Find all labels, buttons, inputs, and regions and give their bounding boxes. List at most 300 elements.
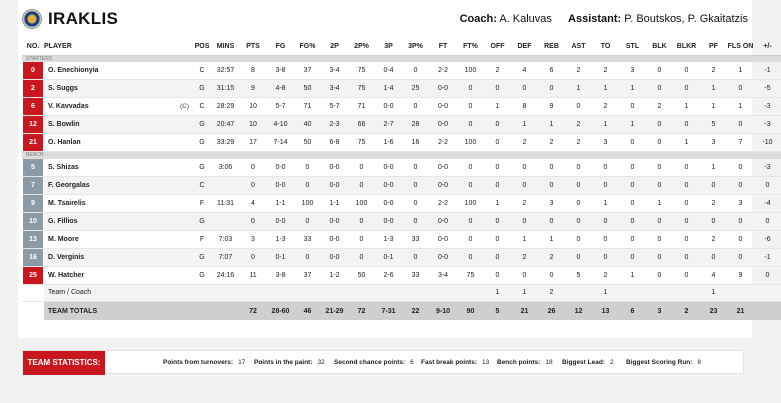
player-name-link[interactable]: M. Tsairelis xyxy=(44,194,162,212)
stat-flson: 0 xyxy=(727,212,754,230)
stat-def: 2 xyxy=(511,134,538,152)
stat-pos: C xyxy=(192,62,212,80)
stat-p3: 0-0 xyxy=(375,194,402,212)
stat-blk: 0 xyxy=(646,134,673,152)
team-coach-label: Team / Coach xyxy=(44,284,162,302)
coach-info xyxy=(460,13,748,25)
team-stat-item xyxy=(626,351,701,375)
team-stat-to: 1 xyxy=(592,284,619,302)
player-name-link[interactable]: G. Fillios xyxy=(44,212,162,230)
stat-fg: 7-14 xyxy=(267,134,294,152)
team-stat-value: 32 xyxy=(317,359,325,366)
player-row[interactable] xyxy=(22,98,781,116)
stat-flson: 3 xyxy=(727,194,754,212)
stat-stl: 0 xyxy=(619,159,646,177)
stat-pf: 0 xyxy=(700,248,727,266)
stat-ft: 3-4 xyxy=(429,266,457,284)
stat-pos: C xyxy=(192,98,212,116)
col-header-pm[interactable]: +/- xyxy=(754,39,781,55)
stat-ast: 0 xyxy=(565,248,592,266)
stat-pos: G xyxy=(192,248,212,266)
stat-pos: G xyxy=(192,266,212,284)
captain-marker xyxy=(162,176,192,194)
stat-blk: 0 xyxy=(646,116,673,134)
player-row[interactable] xyxy=(22,248,781,266)
stat-reb: 0 xyxy=(538,212,565,230)
team-stat-label: Biggest Scoring Run: xyxy=(626,359,693,366)
stat-pf: 2 xyxy=(700,62,727,80)
col-header-p3p[interactable]: 3P% xyxy=(402,39,429,55)
col-header-blkr[interactable]: BLKR xyxy=(673,39,700,55)
captain-marker xyxy=(162,266,192,284)
team-statistics-bar xyxy=(22,350,744,374)
stat-p2p: 100 xyxy=(348,194,375,212)
bench-section-label: BENCH xyxy=(22,152,781,159)
stat-fgp: 37 xyxy=(294,266,321,284)
stat-p3p: 0 xyxy=(402,248,429,266)
stat-blkr: 0 xyxy=(673,116,700,134)
stat-flson: 0 xyxy=(727,80,754,98)
stat-ftp: 0 xyxy=(457,116,484,134)
player-row[interactable] xyxy=(22,212,781,230)
stat-p2p: 0 xyxy=(348,230,375,248)
stat-def: 4 xyxy=(511,62,538,80)
stat-blkr: 1 xyxy=(673,98,700,116)
stat-to: 3 xyxy=(592,134,619,152)
jersey-number: 13 xyxy=(23,231,43,248)
stat-pm: 0 xyxy=(754,266,781,284)
col-header-ast[interactable]: AST xyxy=(565,39,592,55)
team-stat-value: 17 xyxy=(238,359,246,366)
stat-p3p: 0 xyxy=(402,194,429,212)
stat-p2: 3-4 xyxy=(321,62,348,80)
stat-pm: -1 xyxy=(754,62,781,80)
col-header-def[interactable]: DEF xyxy=(511,39,538,55)
player-name-link[interactable]: D. Verginis xyxy=(44,248,162,266)
stat-ftp: 0 xyxy=(457,98,484,116)
col-header-mins[interactable]: MINS xyxy=(212,39,239,55)
stat-ftp: 0 xyxy=(457,248,484,266)
stat-p3p: 16 xyxy=(402,134,429,152)
stat-p2: 0-0 xyxy=(321,176,348,194)
stat-mins xyxy=(212,212,239,230)
col-header-pf[interactable]: PF xyxy=(700,39,727,55)
stat-to: 0 xyxy=(592,159,619,177)
captain-marker xyxy=(162,62,192,80)
team-stat-item xyxy=(562,351,614,375)
player-row[interactable] xyxy=(22,80,781,98)
team-stat-value: 8 xyxy=(697,359,702,366)
total-p2: 21-29 xyxy=(321,302,348,320)
stat-def: 0 xyxy=(511,266,538,284)
stat-p2: 2-3 xyxy=(321,116,348,134)
total-ftp: 90 xyxy=(457,302,484,320)
col-header-fg[interactable]: FG xyxy=(267,39,294,55)
jersey-number: 0 xyxy=(23,62,43,79)
stat-p2p: 75 xyxy=(348,134,375,152)
stat-fgp: 33 xyxy=(294,230,321,248)
col-header-player[interactable]: PLAYER xyxy=(44,39,162,55)
stat-pf: 1 xyxy=(700,98,727,116)
captain-marker: (C) xyxy=(162,98,192,116)
stat-reb: 0 xyxy=(538,266,565,284)
stat-fgp: 71 xyxy=(294,98,321,116)
stat-off: 0 xyxy=(484,266,511,284)
total-fgp: 46 xyxy=(294,302,321,320)
stat-pm: -5 xyxy=(754,80,781,98)
col-header-pts[interactable]: PTS xyxy=(239,39,267,55)
player-name-link[interactable]: S. Shizas xyxy=(44,159,162,177)
stat-p3: 0-4 xyxy=(375,62,402,80)
stat-mins: 28:29 xyxy=(212,98,239,116)
stat-pf: 1 xyxy=(700,80,727,98)
stat-ftp: 100 xyxy=(457,134,484,152)
stat-mins: 32:57 xyxy=(212,62,239,80)
stat-fgp: 100 xyxy=(294,194,321,212)
total-def: 21 xyxy=(511,302,538,320)
jersey-number-cell xyxy=(22,230,44,248)
empty-number-cell xyxy=(22,302,44,320)
player-name-link[interactable]: O. Hanlan xyxy=(44,134,162,152)
stat-p3p: 0 xyxy=(402,212,429,230)
stat-fg: 4-10 xyxy=(267,116,294,134)
stat-ft: 0-0 xyxy=(429,98,457,116)
col-header-p2p[interactable]: 2P% xyxy=(348,39,375,55)
col-header-to[interactable]: TO xyxy=(592,39,619,55)
stat-blkr: 0 xyxy=(673,194,700,212)
stat-def: 1 xyxy=(511,116,538,134)
team-totals-row xyxy=(22,302,781,320)
stat-fgp: 0 xyxy=(294,159,321,177)
stat-p2p: 66 xyxy=(348,116,375,134)
col-header-p2[interactable]: 2P xyxy=(321,39,348,55)
empty-cell xyxy=(212,284,239,302)
team-header xyxy=(18,6,752,34)
stat-blk: 0 xyxy=(646,212,673,230)
stat-stl: 0 xyxy=(619,98,646,116)
team-stat-value: 18 xyxy=(545,359,553,366)
team-stat-label: Second chance points: xyxy=(334,359,406,366)
stat-pf: 5 xyxy=(700,116,727,134)
stat-p3: 0-0 xyxy=(375,98,402,116)
stat-fgp: 40 xyxy=(294,116,321,134)
stat-blk: 0 xyxy=(646,62,673,80)
stat-off: 0 xyxy=(484,159,511,177)
jersey-number: 12 xyxy=(23,116,43,133)
total-pf: 23 xyxy=(700,302,727,320)
team-totals-label: TEAM TOTALS xyxy=(44,302,162,320)
stat-pm: -6 xyxy=(754,230,781,248)
captain-marker xyxy=(162,116,192,134)
team-stat-value: 2 xyxy=(609,359,614,366)
player-name-link[interactable]: S. Suggs xyxy=(44,80,162,98)
stat-p3p: 0 xyxy=(402,62,429,80)
team-stat-pf: 1 xyxy=(700,284,727,302)
stat-off: 0 xyxy=(484,212,511,230)
stat-p3: 0-0 xyxy=(375,159,402,177)
empty-cell xyxy=(162,284,192,302)
stat-ft: 2-2 xyxy=(429,62,457,80)
stat-blkr: 0 xyxy=(673,212,700,230)
col-header-flson[interactable]: FLS ON xyxy=(727,39,754,55)
stat-p3: 1-4 xyxy=(375,80,402,98)
stat-pos: G xyxy=(192,116,212,134)
stat-pf: 2 xyxy=(700,194,727,212)
stat-p2: 3-4 xyxy=(321,80,348,98)
assistant-label: Assistant: xyxy=(568,13,622,25)
stat-fg: 3-8 xyxy=(267,266,294,284)
jersey-number-cell xyxy=(22,116,44,134)
empty-cell xyxy=(212,302,239,320)
player-row[interactable] xyxy=(22,230,781,248)
empty-cell xyxy=(646,284,673,302)
jersey-number-cell xyxy=(22,80,44,98)
coach-label: Coach: xyxy=(459,13,497,25)
team-stat-label: Bench points: xyxy=(497,359,541,366)
stat-pf: 4 xyxy=(700,266,727,284)
stat-def: 2 xyxy=(511,194,538,212)
stat-p2p: 0 xyxy=(348,176,375,194)
stat-p3p: 28 xyxy=(402,116,429,134)
player-name-link[interactable]: F. Georgalas xyxy=(44,176,162,194)
stat-def: 1 xyxy=(511,230,538,248)
stat-off: 0 xyxy=(484,176,511,194)
team-stat-item xyxy=(334,351,414,375)
total-off: 5 xyxy=(484,302,511,320)
player-name-link[interactable]: W. Hatcher xyxy=(44,266,162,284)
col-header-ftp[interactable]: FT% xyxy=(457,39,484,55)
stat-to: 0 xyxy=(592,230,619,248)
stat-pts: 9 xyxy=(239,80,267,98)
stat-fg: 0-1 xyxy=(267,248,294,266)
total-to: 13 xyxy=(592,302,619,320)
stat-to: 1 xyxy=(592,194,619,212)
stat-flson: 1 xyxy=(727,62,754,80)
stat-stl: 0 xyxy=(619,248,646,266)
stat-pf: 3 xyxy=(700,134,727,152)
empty-cell xyxy=(348,284,375,302)
player-row[interactable] xyxy=(22,176,781,194)
total-p2p: 72 xyxy=(348,302,375,320)
captain-marker xyxy=(162,248,192,266)
boxscore-table xyxy=(22,39,781,320)
stat-pos: G xyxy=(192,212,212,230)
col-header-ft[interactable]: FT xyxy=(429,39,457,55)
stat-blk: 2 xyxy=(646,98,673,116)
stat-p3: 0-0 xyxy=(375,176,402,194)
stat-stl: 0 xyxy=(619,212,646,230)
captain-marker xyxy=(162,194,192,212)
player-name-link[interactable]: M. Moore xyxy=(44,230,162,248)
stat-pos: G xyxy=(192,80,212,98)
col-header-fgp[interactable]: FG% xyxy=(294,39,321,55)
stat-pts: 8 xyxy=(239,62,267,80)
stat-p3: 0-0 xyxy=(375,212,402,230)
stat-to: 0 xyxy=(592,248,619,266)
stat-ast: 0 xyxy=(565,159,592,177)
team-stat-reb: 2 xyxy=(538,284,565,302)
stat-flson: 0 xyxy=(727,248,754,266)
stat-blkr: 0 xyxy=(673,159,700,177)
team-stat-label: Points from turnovers: xyxy=(163,359,234,366)
stat-p3p: 25 xyxy=(402,80,429,98)
col-header-reb[interactable]: REB xyxy=(538,39,565,55)
jersey-number-cell xyxy=(22,62,44,80)
stat-mins: 3:06 xyxy=(212,159,239,177)
stat-stl: 0 xyxy=(619,230,646,248)
team-stat-off: 1 xyxy=(484,284,511,302)
col-header-off[interactable]: OFF xyxy=(484,39,511,55)
stat-ft: 0-0 xyxy=(429,159,457,177)
empty-cell xyxy=(727,284,754,302)
stat-blk: 0 xyxy=(646,80,673,98)
bench-section xyxy=(22,152,781,159)
player-row[interactable] xyxy=(22,159,781,177)
stat-to: 2 xyxy=(592,62,619,80)
stat-ast: 0 xyxy=(565,98,592,116)
jersey-number: 6 xyxy=(23,98,43,115)
stat-ftp: 0 xyxy=(457,230,484,248)
empty-cell xyxy=(162,302,192,320)
stat-pts: 3 xyxy=(239,230,267,248)
empty-cell xyxy=(321,284,348,302)
stat-to: 0 xyxy=(592,176,619,194)
stat-mins: 7:07 xyxy=(212,248,239,266)
total-ast: 12 xyxy=(565,302,592,320)
col-header-stl[interactable]: STL xyxy=(619,39,646,55)
stat-pm: 0 xyxy=(754,176,781,194)
stat-pts: 4 xyxy=(239,194,267,212)
player-row[interactable] xyxy=(22,266,781,284)
stat-to: 0 xyxy=(592,212,619,230)
table-header-row xyxy=(22,39,781,55)
stat-def: 0 xyxy=(511,159,538,177)
stat-p2p: 0 xyxy=(348,248,375,266)
col-header-pos[interactable]: POS xyxy=(192,39,212,55)
stat-flson: 0 xyxy=(727,176,754,194)
stat-def: 2 xyxy=(511,248,538,266)
player-name-link[interactable]: S. Bowlin xyxy=(44,116,162,134)
col-header-blk[interactable]: BLK xyxy=(646,39,673,55)
jersey-number-cell xyxy=(22,194,44,212)
stat-flson: 1 xyxy=(727,98,754,116)
player-name-link[interactable]: V. Kavvadas xyxy=(44,98,162,116)
stat-ftp: 0 xyxy=(457,80,484,98)
stat-pts: 0 xyxy=(239,248,267,266)
player-row[interactable] xyxy=(22,134,781,152)
stat-ast: 0 xyxy=(565,212,592,230)
empty-cell xyxy=(565,284,592,302)
stat-pts: 0 xyxy=(239,176,267,194)
stat-pts: 17 xyxy=(239,134,267,152)
stat-p3p: 0 xyxy=(402,176,429,194)
stat-fg: 0-0 xyxy=(267,212,294,230)
stat-stl: 0 xyxy=(619,194,646,212)
stat-mins: 31:15 xyxy=(212,80,239,98)
stat-reb: 0 xyxy=(538,176,565,194)
stat-fgp: 50 xyxy=(294,80,321,98)
player-row[interactable] xyxy=(22,116,781,134)
stat-blk: 0 xyxy=(646,266,673,284)
jersey-number: 21 xyxy=(23,134,43,151)
stat-ftp: 75 xyxy=(457,266,484,284)
stat-blk: 0 xyxy=(646,248,673,266)
total-fg: 28-60 xyxy=(267,302,294,320)
stat-flson: 9 xyxy=(727,266,754,284)
stat-pos: G xyxy=(192,134,212,152)
stat-blk: 1 xyxy=(646,194,673,212)
stat-blkr: 0 xyxy=(673,230,700,248)
player-name-link[interactable]: O. Enechionyia xyxy=(44,62,162,80)
team-stat-value: 13 xyxy=(481,359,490,366)
stat-p3p: 33 xyxy=(402,230,429,248)
captain-marker xyxy=(162,134,192,152)
jersey-number-cell xyxy=(22,248,44,266)
total-flson: 21 xyxy=(727,302,754,320)
player-row[interactable] xyxy=(22,62,781,80)
stat-to: 2 xyxy=(592,266,619,284)
team-name: IRAKLIS xyxy=(48,9,119,28)
stat-pm: -1 xyxy=(754,248,781,266)
stat-p2p: 75 xyxy=(348,80,375,98)
stat-fg: 4-8 xyxy=(267,80,294,98)
stat-pm: 0 xyxy=(754,212,781,230)
team-logo-icon xyxy=(22,9,42,29)
stat-ftp: 100 xyxy=(457,62,484,80)
stat-p2p: 75 xyxy=(348,62,375,80)
empty-cell xyxy=(673,284,700,302)
starters-section xyxy=(22,55,781,62)
stat-p3: 2-6 xyxy=(375,266,402,284)
stat-ft: 0-0 xyxy=(429,248,457,266)
stat-p3p: 33 xyxy=(402,266,429,284)
stat-ast: 0 xyxy=(565,194,592,212)
coach-name: A. Kaluvas xyxy=(499,13,552,25)
team-stat-label: Points in the paint: xyxy=(254,359,313,366)
empty-cell xyxy=(457,284,484,302)
captain-marker xyxy=(162,80,192,98)
player-row[interactable] xyxy=(22,194,781,212)
stat-stl: 0 xyxy=(619,134,646,152)
stat-mins: 20:47 xyxy=(212,116,239,134)
stat-mins: 7:03 xyxy=(212,230,239,248)
jersey-number-cell xyxy=(22,266,44,284)
stat-def: 0 xyxy=(511,80,538,98)
stat-ft: 0-0 xyxy=(429,230,457,248)
stat-pm: -3 xyxy=(754,116,781,134)
stat-pm: -10 xyxy=(754,134,781,152)
stat-stl: 1 xyxy=(619,116,646,134)
jersey-number-cell xyxy=(22,98,44,116)
stat-pf: 2 xyxy=(700,230,727,248)
col-header-p3[interactable]: 3P xyxy=(375,39,402,55)
total-blkr: 2 xyxy=(673,302,700,320)
stat-fgp: 0 xyxy=(294,248,321,266)
stat-stl: 3 xyxy=(619,62,646,80)
stat-pos: G xyxy=(192,159,212,177)
jersey-number-cell xyxy=(22,134,44,152)
jersey-number: 25 xyxy=(23,267,43,284)
stat-to: 1 xyxy=(592,116,619,134)
stat-pts: 10 xyxy=(239,116,267,134)
stat-p2p: 50 xyxy=(348,266,375,284)
stat-ft: 2-2 xyxy=(429,134,457,152)
stat-ftp: 0 xyxy=(457,212,484,230)
col-header-no[interactable]: NO. xyxy=(22,39,44,55)
stat-off: 0 xyxy=(484,248,511,266)
stat-mins: 24:16 xyxy=(212,266,239,284)
stat-off: 1 xyxy=(484,194,511,212)
